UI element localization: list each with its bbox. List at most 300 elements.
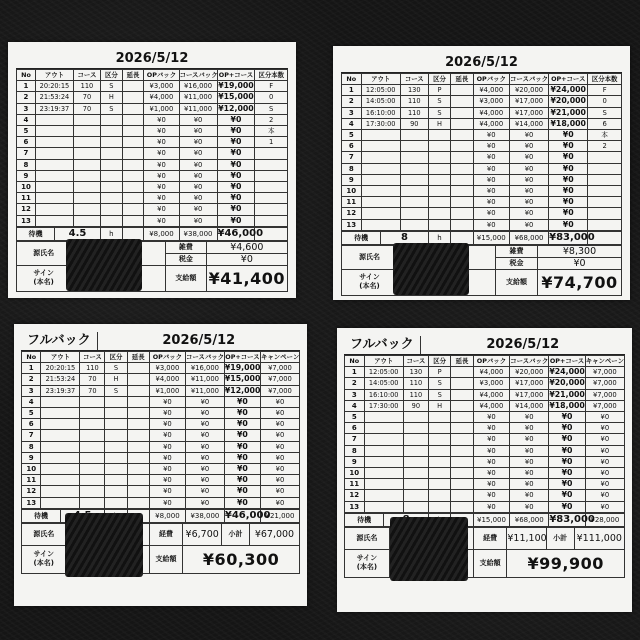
sheet-date: 2026/5/12 — [115, 51, 189, 66]
table-cell — [127, 374, 149, 385]
col-header: 区分 — [105, 352, 127, 363]
table-cell — [451, 208, 473, 219]
table-cell — [451, 389, 473, 400]
table-cell — [127, 385, 149, 396]
row-number: 12 — [342, 208, 362, 219]
table-cell: 2 — [255, 114, 288, 125]
table-cell: ¥0 — [185, 430, 224, 441]
row-number: 2 — [345, 378, 365, 389]
table-cell: ¥4,000 — [149, 374, 185, 385]
row-number: 1 — [22, 363, 41, 374]
table-cell: ¥0 — [510, 434, 549, 445]
table-cell: ¥0 — [261, 396, 300, 407]
table-cell: ¥0 — [473, 412, 509, 423]
table-cell: ¥0 — [473, 219, 509, 230]
table-cell: 110 — [403, 389, 428, 400]
table-cell — [122, 114, 144, 125]
table-cell: 110 — [403, 378, 428, 389]
table-cell — [35, 204, 73, 215]
row-number: 9 — [342, 174, 362, 185]
table-body — [22, 363, 300, 509]
table-row — [22, 497, 300, 508]
table-cell: ¥7,000 — [261, 385, 300, 396]
row-number: 2 — [17, 92, 36, 103]
table-cell — [451, 367, 473, 378]
table-cell — [127, 441, 149, 452]
course-total: ¥68,000 — [509, 231, 548, 244]
table-cell — [105, 441, 127, 452]
table-cell — [41, 475, 80, 486]
table-cell: ¥0 — [217, 114, 255, 125]
row-number: 4 — [345, 400, 365, 411]
table-cell — [73, 148, 100, 159]
table-cell: ¥0 — [179, 170, 217, 181]
table-cell: ¥0 — [549, 468, 585, 479]
row-number: 8 — [17, 159, 36, 170]
table-cell: ¥0 — [224, 419, 260, 430]
table-cell: 23:19:37 — [35, 103, 73, 114]
table-cell: ¥19,000 — [224, 363, 261, 373]
wait-hours: 8 — [381, 231, 429, 244]
row-number: 5 — [345, 412, 365, 423]
table-cell — [80, 430, 105, 441]
pay-amount: ¥41,400 — [206, 265, 287, 291]
table-cell: ¥0 — [217, 159, 255, 170]
table-cell: ¥0 — [549, 163, 588, 174]
table-cell: ¥0 — [149, 430, 185, 441]
expense-label: 経費 — [473, 527, 507, 549]
table-cell: ¥0 — [549, 434, 585, 445]
top-left-sheet — [8, 42, 296, 298]
row-number: 9 — [22, 452, 41, 463]
table-cell — [35, 137, 73, 148]
col-header: コース — [80, 352, 105, 363]
table-cell: ¥0 — [149, 408, 185, 419]
tax-label: 税金 — [166, 253, 207, 265]
table-cell: H — [101, 92, 123, 103]
misc-label: 雑費 — [166, 241, 207, 253]
row-number: 11 — [342, 197, 362, 208]
table-cell: 1 — [255, 137, 288, 148]
table-cell — [588, 163, 622, 174]
table-cell: ¥0 — [509, 163, 548, 174]
table-cell: ¥21,000 — [550, 107, 586, 117]
table-cell: 110 — [80, 363, 105, 374]
table-cell — [364, 434, 403, 445]
table-cell — [41, 430, 80, 441]
table-cell: ¥0 — [224, 452, 260, 463]
table-cell: ¥12,000 — [224, 385, 261, 395]
table-cell: ¥14,000 — [510, 400, 549, 411]
table-cell: ¥0 — [224, 497, 260, 508]
table-cell: ¥0 — [144, 193, 179, 204]
sheet-header — [21, 328, 300, 351]
table-cell — [428, 163, 450, 174]
sum-total: ¥46,000 — [224, 509, 271, 521]
table-cell: ¥0 — [473, 456, 509, 467]
table-cell: 20:20:15 — [35, 81, 73, 92]
table-cell: F — [255, 81, 288, 92]
table-row — [17, 215, 288, 226]
table-cell: ¥16,000 — [179, 81, 217, 92]
table-cell: P — [428, 367, 450, 378]
row-number: 3 — [345, 389, 365, 400]
row-number: 13 — [342, 219, 362, 230]
table-cell — [105, 408, 127, 419]
table-cell — [41, 396, 80, 407]
row-number: 2 — [22, 374, 41, 385]
table-cell — [41, 497, 80, 508]
col-header: コース — [73, 70, 100, 81]
table-row — [342, 163, 622, 174]
table-cell — [35, 182, 73, 193]
pay-amount: ¥74,700 — [538, 269, 622, 295]
name-label: 源氏名 — [345, 527, 390, 549]
row-number: 9 — [17, 170, 36, 181]
table-cell: H — [428, 400, 450, 411]
table-row — [345, 423, 625, 434]
table-cell: ¥0 — [217, 170, 255, 181]
table-cell — [255, 193, 288, 204]
table-row — [342, 186, 622, 197]
col-header: OP+コース — [225, 353, 260, 361]
table-cell — [400, 186, 428, 197]
table-cell — [105, 430, 127, 441]
table-cell — [403, 423, 428, 434]
table-row — [22, 419, 300, 430]
table-row — [22, 396, 300, 407]
table-cell: S — [428, 378, 450, 389]
table-cell: ¥0 — [261, 452, 300, 463]
table-cell: 130 — [400, 85, 428, 96]
row-number: 4 — [17, 114, 36, 125]
misc-value: ¥8,300 — [538, 245, 622, 257]
col-header: コース — [403, 356, 428, 367]
sign-label: サイン (本名) — [342, 269, 398, 295]
table-cell — [400, 174, 428, 185]
table-cell: F — [588, 85, 622, 96]
col-header: アウト — [364, 356, 403, 367]
table-row — [345, 400, 625, 411]
table-cell: ¥0 — [509, 219, 548, 230]
table-cell: ¥0 — [473, 174, 509, 185]
table-row — [17, 148, 288, 159]
table-cell: 90 — [400, 118, 428, 129]
table-cell: ¥0 — [585, 445, 624, 456]
table-cell: ¥7,000 — [585, 367, 624, 378]
sheet-footer — [16, 241, 288, 292]
table-row — [17, 81, 288, 92]
table-row — [22, 363, 300, 374]
table-cell: ¥0 — [585, 490, 624, 501]
table-cell: ¥21,000 — [549, 389, 585, 399]
table-cell — [101, 148, 123, 159]
col-header: コースバック — [185, 353, 224, 361]
redaction-mark — [393, 243, 469, 295]
table-cell — [588, 219, 622, 230]
sum-total: ¥46,000 — [217, 227, 264, 239]
table-cell — [73, 204, 100, 215]
sheet-kind: フルバック — [21, 332, 98, 350]
table-row — [345, 412, 625, 423]
table-cell — [255, 182, 288, 193]
table-row — [342, 130, 622, 141]
table-cell — [400, 197, 428, 208]
table-cell — [80, 452, 105, 463]
col-header: 延長 — [451, 74, 473, 85]
table-cell — [105, 396, 127, 407]
table-cell: ¥0 — [473, 468, 509, 479]
table-cell — [35, 193, 73, 204]
table-cell: 0 — [255, 92, 288, 103]
table-cell: ¥3,000 — [473, 378, 509, 389]
table-row — [345, 501, 625, 512]
table-cell: ¥17,000 — [510, 389, 549, 400]
table-cell: ¥11,000 — [185, 374, 224, 385]
table-cell: ¥0 — [549, 423, 585, 434]
table-cell: ¥0 — [509, 141, 548, 152]
table-cell: ¥11,000 — [179, 92, 217, 103]
table-cell: ¥0 — [261, 419, 300, 430]
table-cell: ¥0 — [185, 497, 224, 508]
table-cell: 6 — [588, 118, 622, 129]
table-cell — [403, 456, 428, 467]
table-body — [345, 367, 625, 513]
table-cell: 110 — [400, 96, 428, 107]
table-cell — [364, 479, 403, 490]
table-cell: ¥0 — [149, 486, 185, 497]
pay-table — [341, 73, 622, 231]
table-cell — [588, 208, 622, 219]
table-row — [17, 159, 288, 170]
table-cell — [255, 204, 288, 215]
col-header: 延長 — [127, 352, 149, 363]
table-cell — [127, 419, 149, 430]
table-cell — [361, 130, 400, 141]
table-cell — [127, 464, 149, 475]
table-cell: S — [428, 96, 450, 107]
table-cell — [127, 430, 149, 441]
table-cell — [127, 408, 149, 419]
table-cell — [403, 412, 428, 423]
table-row — [342, 219, 622, 230]
table-cell: ¥0 — [224, 475, 260, 486]
table-cell: ¥4,000 — [473, 118, 509, 129]
table-header-row — [345, 356, 625, 367]
table-cell: ¥4,000 — [473, 389, 509, 400]
table-cell — [400, 219, 428, 230]
table-cell — [127, 452, 149, 463]
table-cell: ¥20,000 — [510, 367, 549, 378]
table-cell: S — [428, 107, 450, 118]
table-cell: ¥0 — [473, 490, 509, 501]
table-cell: ¥0 — [179, 204, 217, 215]
row-number: 1 — [345, 367, 365, 378]
table-cell: ¥0 — [549, 186, 588, 197]
table-cell — [451, 96, 473, 107]
table-cell: ¥7,000 — [261, 374, 300, 385]
table-cell: ¥20,000 — [550, 96, 586, 106]
row-number: 3 — [17, 103, 36, 114]
table-cell — [361, 174, 400, 185]
table-cell: ¥7,000 — [585, 400, 624, 411]
table-cell — [35, 126, 73, 137]
table-cell: ¥0 — [185, 396, 224, 407]
table-row — [22, 408, 300, 419]
row-number: 10 — [22, 464, 41, 475]
table-cell: ¥0 — [144, 182, 179, 193]
table-cell — [428, 490, 450, 501]
table-cell — [400, 208, 428, 219]
table-cell: ¥4,000 — [144, 92, 179, 103]
table-row — [342, 152, 622, 163]
table-cell — [361, 208, 400, 219]
sheet-footer — [341, 245, 622, 296]
row-number: 4 — [22, 396, 41, 407]
wait-unit: h — [101, 227, 123, 240]
table-cell — [73, 137, 100, 148]
table-cell — [400, 141, 428, 152]
table-row — [342, 96, 622, 107]
table-row — [345, 479, 625, 490]
table-row — [342, 208, 622, 219]
table-cell: 70 — [80, 374, 105, 385]
table-row — [17, 114, 288, 125]
table-cell: ¥0 — [549, 219, 588, 230]
table-cell: ¥0 — [224, 441, 260, 452]
name-label: 源氏名 — [22, 523, 66, 545]
col-header: 区分本数 — [588, 74, 622, 85]
table-cell: ¥20,000 — [549, 378, 585, 388]
table-cell — [41, 408, 80, 419]
table-cell — [80, 486, 105, 497]
table-cell: ¥0 — [149, 475, 185, 486]
wait-unit: h — [428, 231, 450, 244]
table-cell — [73, 215, 100, 226]
table-cell: ¥17,000 — [509, 107, 548, 118]
sign-label: サイン (本名) — [345, 549, 390, 577]
col-header: コースバック — [179, 71, 218, 79]
table-cell — [403, 479, 428, 490]
table-cell: ¥0 — [149, 419, 185, 430]
table-cell — [451, 118, 473, 129]
table-cell — [451, 107, 473, 118]
table-cell: ¥0 — [473, 163, 509, 174]
table-row — [22, 464, 300, 475]
row-number: 8 — [22, 441, 41, 452]
wait-label: 待機 — [17, 227, 55, 240]
table-row — [342, 85, 622, 96]
col-header: 延長 — [122, 70, 144, 81]
sheet-header — [16, 48, 288, 69]
subtotal-value: ¥67,000 — [249, 523, 299, 545]
wait-row — [21, 509, 300, 523]
col-header: 区分 — [428, 356, 450, 367]
table-cell: 17:30:00 — [361, 118, 400, 129]
row-number: 11 — [17, 193, 36, 204]
table-cell: 本 — [588, 130, 622, 141]
table-cell: S — [105, 363, 127, 374]
wait-row — [16, 227, 288, 241]
table-cell: ¥0 — [473, 186, 509, 197]
row-number: 9 — [345, 456, 365, 467]
table-cell — [588, 174, 622, 185]
table-cell: ¥0 — [261, 408, 300, 419]
subtotal-label: 小計 — [546, 527, 574, 549]
table-row — [22, 475, 300, 486]
table-cell: ¥0 — [473, 208, 509, 219]
table-cell: ¥0 — [510, 501, 549, 512]
row-number: 6 — [22, 419, 41, 430]
table-cell: P — [428, 85, 450, 96]
op-total: ¥8,000 — [144, 227, 179, 240]
table-cell: ¥0 — [149, 441, 185, 452]
table-body — [342, 85, 622, 231]
expense-value: ¥11,100 — [507, 527, 546, 549]
col-header: コース — [400, 74, 428, 85]
table-cell: ¥3,000 — [149, 363, 185, 374]
misc-label: 雑費 — [496, 245, 538, 257]
table-cell — [41, 486, 80, 497]
table-cell: ¥0 — [149, 497, 185, 508]
table-row — [342, 118, 622, 129]
table-row — [17, 126, 288, 137]
table-cell: ¥0 — [585, 501, 624, 512]
table-cell — [451, 479, 473, 490]
table-cell: 130 — [403, 367, 428, 378]
col-header: アウト — [361, 74, 400, 85]
sign-label: サイン (本名) — [22, 545, 66, 573]
tax-value: ¥0 — [538, 257, 622, 269]
table-cell: 0 — [588, 96, 622, 107]
table-row — [22, 441, 300, 452]
table-cell — [80, 464, 105, 475]
table-cell — [451, 174, 473, 185]
table-cell: ¥0 — [473, 501, 509, 512]
table-cell — [73, 114, 100, 125]
table-cell — [127, 497, 149, 508]
table-cell — [451, 445, 473, 456]
table-row — [17, 170, 288, 181]
table-cell — [255, 159, 288, 170]
table-cell: ¥16,000 — [185, 363, 224, 374]
row-number: 13 — [17, 215, 36, 226]
table-row — [17, 193, 288, 204]
table-cell: ¥0 — [549, 445, 585, 456]
table-cell — [122, 103, 144, 114]
table-cell: ¥0 — [217, 148, 255, 159]
table-cell — [428, 479, 450, 490]
table-cell — [105, 486, 127, 497]
table-cell — [101, 215, 123, 226]
table-cell: 2 — [588, 141, 622, 152]
table-cell: ¥4,000 — [473, 367, 509, 378]
table-cell: ¥0 — [179, 114, 217, 125]
col-header: OP+コース — [218, 71, 254, 79]
table-cell: ¥0 — [549, 141, 588, 152]
table-cell — [588, 152, 622, 163]
table-cell: ¥0 — [510, 445, 549, 456]
col-header: No — [22, 352, 41, 363]
wait-hours: 4.5 — [54, 227, 100, 240]
table-cell — [451, 423, 473, 434]
name-label: 源氏名 — [342, 245, 398, 269]
table-row — [342, 141, 622, 152]
table-cell — [588, 186, 622, 197]
table-row — [345, 468, 625, 479]
table-cell: ¥0 — [549, 479, 585, 490]
table-cell — [105, 419, 127, 430]
